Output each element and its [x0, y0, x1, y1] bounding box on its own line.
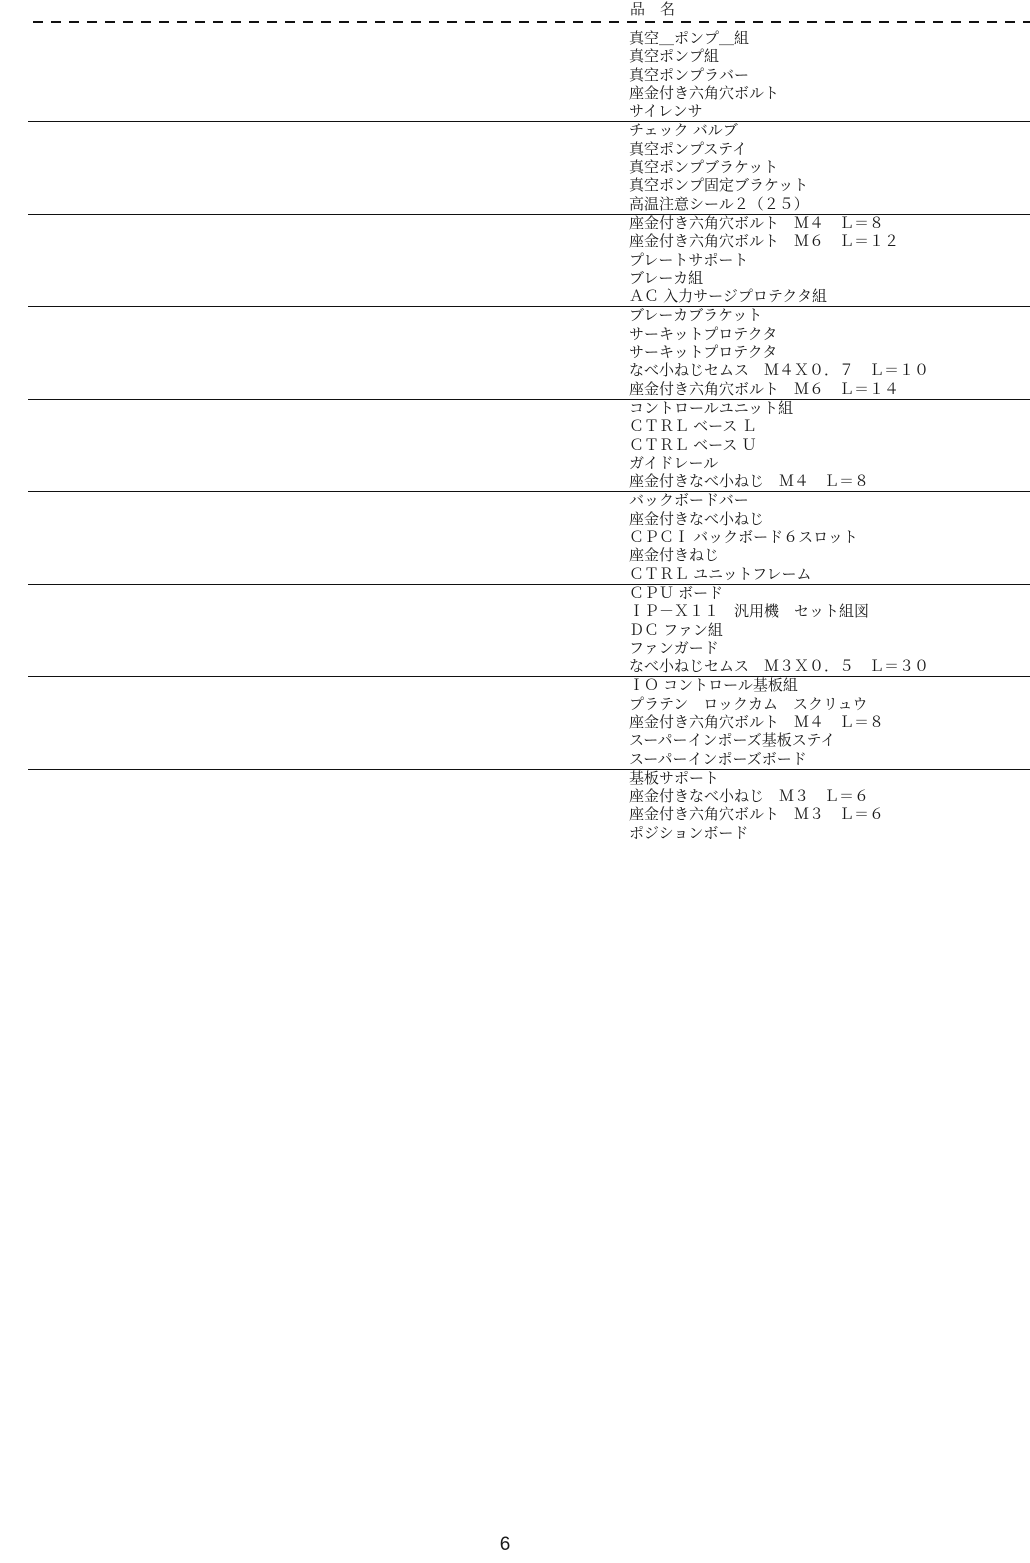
part-group	[28, 307, 1030, 399]
part-row: 真空ポンプブラケット	[629, 159, 779, 177]
part-group	[28, 770, 1030, 843]
part-row: ＣＰＣＩ バックボード６スロット	[629, 529, 858, 547]
part-row: 座金付き六角穴ボルト Ｍ６ Ｌ＝１４	[629, 380, 900, 398]
part-row: なべ小ねじセムス Ｍ３Ｘ０．５ Ｌ＝３０	[629, 658, 930, 676]
part-row: 真空＿ポンプ＿組	[629, 30, 750, 47]
part-row: スーパーインポーズボード	[629, 750, 807, 768]
part-row: ポジションボード	[629, 824, 749, 842]
part-group	[28, 215, 1030, 307]
part-row: ＣＴＲＬ ベース Ｌ	[629, 418, 757, 436]
parts-table	[0, 25, 1030, 843]
part-group	[28, 585, 1030, 677]
part-row: 座金付き六角穴ボルト Ｍ６ Ｌ＝１２	[629, 233, 900, 251]
part-row: ＣＴＲＬ ベース Ｕ	[629, 436, 757, 454]
part-row: ファンガード	[629, 639, 719, 657]
part-group	[28, 677, 1030, 769]
part-row: 高温注意シール２（２５）	[629, 195, 809, 213]
part-row: 座金付きねじ	[629, 547, 720, 565]
page-number: 6	[499, 1534, 511, 1555]
part-row: 真空ポンプステイ	[629, 140, 748, 158]
part-row: ブレーカブラケット	[629, 307, 763, 325]
part-row: ＤＣ ファン組	[629, 621, 723, 639]
part-group	[28, 400, 1030, 492]
part-row: ＩＰ－Ｘ１１ 汎用機 セット組図	[629, 603, 870, 621]
part-row: スーパーインポーズ基板ステイ	[629, 732, 836, 750]
part-row: サイレンサ	[629, 103, 703, 121]
part-row: 真空ポンプ組	[629, 48, 720, 66]
part-row: 座金付きなべ小ねじ Ｍ３ Ｌ＝６	[629, 788, 870, 806]
part-row: ブレーカ組	[629, 269, 704, 287]
part-row: コントロールユニット組	[629, 399, 794, 417]
part-row: ＩＯ コントロール基板組	[629, 677, 798, 695]
part-row: なべ小ねじセムス Ｍ４Ｘ０．７ Ｌ＝１０	[629, 362, 930, 380]
part-row: プレートサポート	[629, 251, 749, 269]
part-row: ガイドレール	[629, 454, 719, 472]
part-name-column-header: 品 名	[630, 1, 676, 18]
header-divider	[33, 21, 1030, 23]
part-row: 座金付きなべ小ねじ Ｍ４ Ｌ＝８	[629, 473, 870, 491]
part-row: プラテン ロックカム スクリュウ	[629, 695, 868, 713]
part-row: 座金付き六角穴ボルト	[629, 84, 780, 102]
part-group	[28, 122, 1030, 214]
part-row: 座金付き六角穴ボルト Ｍ４ Ｌ＝８	[629, 214, 885, 232]
part-row: 基板サポート	[629, 769, 720, 787]
part-row: 座金付きなべ小ねじ	[629, 510, 765, 528]
part-row: ＣＰＵ ボード	[629, 584, 724, 602]
part-row: 座金付き六角穴ボルト Ｍ４ Ｌ＝８	[629, 713, 885, 731]
part-row: バックボードバー	[629, 492, 749, 510]
part-row: チェック バルブ	[629, 122, 738, 140]
part-row: ＣＴＲＬ ユニットフレーム	[629, 565, 812, 583]
part-row: 真空ポンプ固定ブラケット	[629, 177, 809, 195]
part-row: 真空ポンプラバー	[629, 66, 750, 84]
part-row: ＡＣ 入力サージプロテクタ組	[629, 288, 827, 306]
part-group	[28, 492, 1030, 584]
part-row: サーキットプロテクタ	[629, 344, 778, 362]
part-group	[28, 25, 1030, 122]
part-row: 座金付き六角穴ボルト Ｍ３ Ｌ＝６	[629, 806, 885, 824]
part-row: サーキットプロテクタ	[629, 325, 778, 343]
